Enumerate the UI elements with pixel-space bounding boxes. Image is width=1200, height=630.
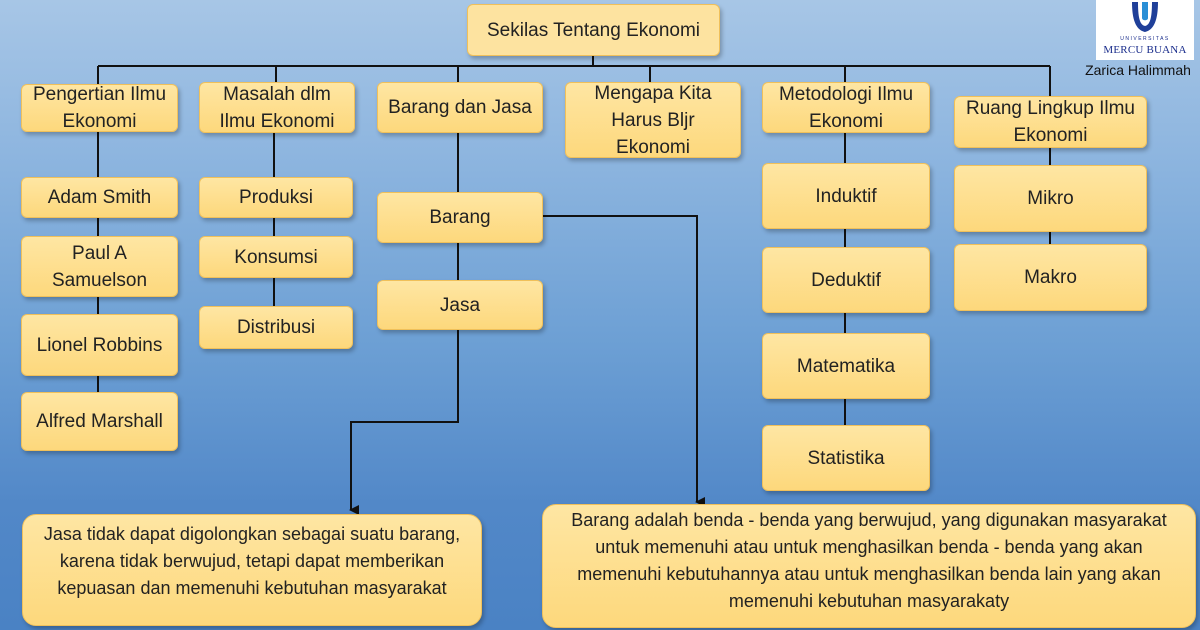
node-label: Ruang Lingkup Ilmu Ekonomi [966, 98, 1135, 146]
node-alfred-marshall [21, 392, 178, 451]
node-label: Lionel Robbins [36, 334, 163, 356]
note-barang [542, 504, 1196, 628]
node-label: Statistika [807, 447, 885, 469]
node-label: Masalah dlm Ilmu Ekonomi [219, 83, 335, 132]
node-lionel-robbins [21, 314, 178, 376]
node-label: Alfred Marshall [36, 411, 163, 432]
node-deduktif [762, 247, 930, 313]
node-ruang-lingkup [954, 96, 1147, 148]
node-induktif [762, 163, 930, 229]
node-makro [954, 244, 1147, 311]
note-jasa [22, 514, 482, 626]
node-label: Induktif [815, 185, 877, 207]
node-statistika [762, 425, 930, 491]
node-label: Matematika [796, 355, 896, 377]
logo-name: MERCU BUANA [1103, 44, 1187, 56]
node-mengapa [565, 82, 741, 158]
node-masalah [199, 82, 355, 133]
node-label: Distribusi [236, 317, 316, 338]
node-produksi [199, 177, 353, 218]
node-mikro [954, 165, 1147, 232]
note-text: Jasa tidak dapat digolongkan sebagai suatu barang, karena tidak berwujud, tetapi dapat memberikan kepuasan dan memenuhi kebutuhan masyarakat [43, 524, 461, 598]
node-label: Mengapa Kita Harus Bljr Ekonomi [594, 82, 712, 158]
node-label: Jasa [439, 294, 481, 316]
author-name: Zarica Halimmah [1085, 62, 1191, 78]
note-text: Barang adalah benda - benda yang berwujud, yang digunakan masyarakat untuk memenuhi atau untuk menghasilkan benda - benda yang akan memenuhi kebutuhannya atau untuk menghasilkan benda lain yang akan memenuhi kebutuhan masyarakaty [571, 510, 1167, 611]
university-logo [1096, 0, 1194, 60]
node-pengertian [21, 84, 178, 132]
node-label: Deduktif [811, 269, 881, 291]
node-label: Konsumsi [234, 246, 318, 268]
node-label: Pengertian Ilmu Ekonomi [32, 84, 167, 132]
node-metodologi [762, 82, 930, 133]
node-label: Makro [1024, 267, 1077, 288]
root-node [467, 4, 720, 56]
node-label: Mikro [1027, 188, 1074, 209]
node-distribusi [199, 306, 353, 349]
node-label: Barang [429, 207, 491, 228]
node-label: Paul A Samuelson [51, 242, 148, 291]
mercu-buana-emblem-icon [1096, 0, 1194, 36]
node-jasa [377, 280, 543, 330]
logo-university-label: UNIVERSITAS [1120, 36, 1170, 42]
node-label: Produksi [239, 187, 313, 208]
node-matematika [762, 333, 930, 399]
node-label: Adam Smith [47, 187, 152, 208]
node-barang [377, 192, 543, 243]
node-label: Barang dan Jasa [388, 97, 532, 118]
root-label: Sekilas Tentang Ekonomi [487, 19, 700, 41]
node-paul-samuelson [21, 236, 178, 297]
node-konsumsi [199, 236, 353, 278]
node-label: Metodologi Ilmu Ekonomi [778, 83, 914, 132]
node-adam-smith [21, 177, 178, 218]
node-barang-jasa [377, 82, 543, 133]
